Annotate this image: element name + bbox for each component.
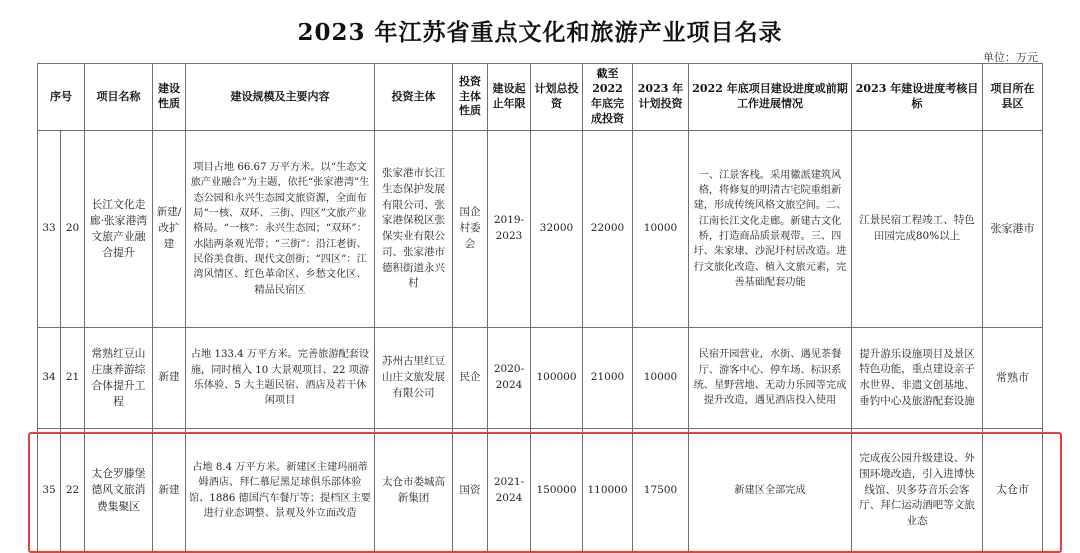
cell-progress-2022: 一、江景客栈。采用徽派建筑风格，将修复的明清古宅院重组新建，形成传统风格文旅空间。二、江南长江文化走廊。新建古文化桥，打造商品质景观带。三、四圩、朱家埭、沙泥圩村居改造。进行文旅化改造、植入文旅元素，完善基础配套功能 (689, 131, 852, 328)
cell-county: 太仓市 (983, 429, 1043, 553)
cell-period: 2020-2024 (488, 328, 531, 429)
table-header-row (38, 64, 1043, 131)
header-period: 建设起止年限 (488, 64, 531, 131)
cell-investor-type: 国企村委会 (453, 131, 488, 328)
cell-progress-2022: 新建区全部完成 (689, 429, 852, 553)
cell-total: 150000 (531, 429, 583, 553)
cell-progress-2022: 民宿开园营业，水街、遇见茶餐厅、游客中心、停车场、标识系统、星野营地、无动力乐园等完成提升改造，遇见酒店投入使用 (689, 328, 852, 429)
page-title: 2023 年江苏省重点文化和旅游产业项目名录 (297, 19, 783, 46)
cell-period: 2019-2023 (488, 131, 531, 328)
cell-plan-2023: 17500 (633, 429, 689, 553)
cell-name: 太仓罗滕堡德风文旅消费集聚区 (85, 429, 153, 553)
cell-target-2023: 江景民宿工程竣工、特色田园完成80%以上 (852, 131, 983, 328)
cell-investor: 苏州古里红豆山庄文旅发展有限公司 (375, 328, 453, 429)
cell-investor-type: 民企 (453, 328, 488, 429)
table-row (38, 131, 1043, 328)
cell-done-2022: 21000 (583, 328, 633, 429)
cell-investor: 太仓市娄城高新集团 (375, 429, 453, 553)
cell-name: 长江文化走廊·张家港湾文旅产业融合提升 (85, 131, 153, 328)
cell-scope: 项目占地 66.67 万平方米。以“生态文旅产业融合”为主题，依托“张家港湾”生态公园和永兴生态园文旅资源，全面布局“一核、双环、三街、四区”文旅产业格局。“一核”：永兴生态园；“双环”：水陆两条观光带；“三街”：沿江老街、民俗美食街、现代文创街；“四区”：江湾风情区、红色革命区、乡愁文化区、精品民宿区 (186, 131, 375, 328)
cell-seq-a: 35 (38, 429, 61, 553)
cell-nature: 新建 (153, 328, 186, 429)
cell-county: 常熟市 (983, 328, 1043, 429)
project-table (37, 63, 1043, 553)
cell-total: 100000 (531, 328, 583, 429)
cell-scope: 占地 133.4 万平方米。完善旅游配套设施，同时植入 10 大景观项目、22 项游乐体验、5 大主题民宿、酒店及若干休闲项目 (186, 328, 375, 429)
unit-label: 单位：万元 (983, 51, 1038, 64)
cell-seq-b: 21 (61, 328, 85, 429)
table-row (38, 328, 1043, 429)
cell-nature: 新建 (153, 429, 186, 553)
cell-nature: 新建/改扩建 (153, 131, 186, 328)
cell-county: 张家港市 (983, 131, 1043, 328)
cell-period: 2021-2024 (488, 429, 531, 553)
header-done-2022: 截至2022 年底完成投资 (583, 64, 633, 131)
cell-seq-b: 20 (61, 131, 85, 328)
cell-done-2022: 22000 (583, 131, 633, 328)
cell-plan-2023: 10000 (633, 328, 689, 429)
cell-scope: 占地 8.4 万平方米。新建区主建玛丽蒂姆酒店、拜仁慕尼黑足球俱乐部体验馆、1886 德国汽车餐厅等；提档区主要进行业态调整、景观及外立面改造 (186, 429, 375, 553)
cell-total: 32000 (531, 131, 583, 328)
cell-plan-2023: 10000 (633, 131, 689, 328)
cell-target-2023: 提升游乐设施项目及景区特色功能，重点建设亲子水世界、非遗文创基地、垂钓中心及旅游配套设施 (852, 328, 983, 429)
cell-seq-a: 34 (38, 328, 61, 429)
header-seq: 序号 (38, 64, 85, 131)
cell-investor-type: 国资 (453, 429, 488, 553)
header-name: 项目名称 (85, 64, 153, 131)
cell-seq-b: 22 (61, 429, 85, 553)
cell-target-2023: 完成夜公园升级建设、外围环境改造，引入进博快线馆、贝多芬音乐会客厅、拜仁运动酒吧等文旅业态 (852, 429, 983, 553)
header-target-2023: 2023 年建设进度考核目标 (852, 64, 983, 131)
header-scope: 建设规模及主要内容 (186, 64, 375, 131)
cell-seq-a: 33 (38, 131, 61, 328)
cell-done-2022: 110000 (583, 429, 633, 553)
header-nature: 建设性质 (153, 64, 186, 131)
header-county: 项目所在县区 (983, 64, 1043, 131)
header-plan-2023: 2023 年计划投资 (633, 64, 689, 131)
table-row (38, 429, 1043, 553)
header-investor-type: 投资主体性质 (453, 64, 488, 131)
header-investor: 投资主体 (375, 64, 453, 131)
header-total: 计划总投资 (531, 64, 583, 131)
cell-name: 常熟红豆山庄康养游综合体提升工程 (85, 328, 153, 429)
cell-investor: 张家港市长江生态保护发展有限公司、张家港保税区张保实业有限公司、张家港市德积街道永兴村 (375, 131, 453, 328)
header-progress-2022: 2022 年底项目建设进度或前期工作进展情况 (689, 64, 852, 131)
